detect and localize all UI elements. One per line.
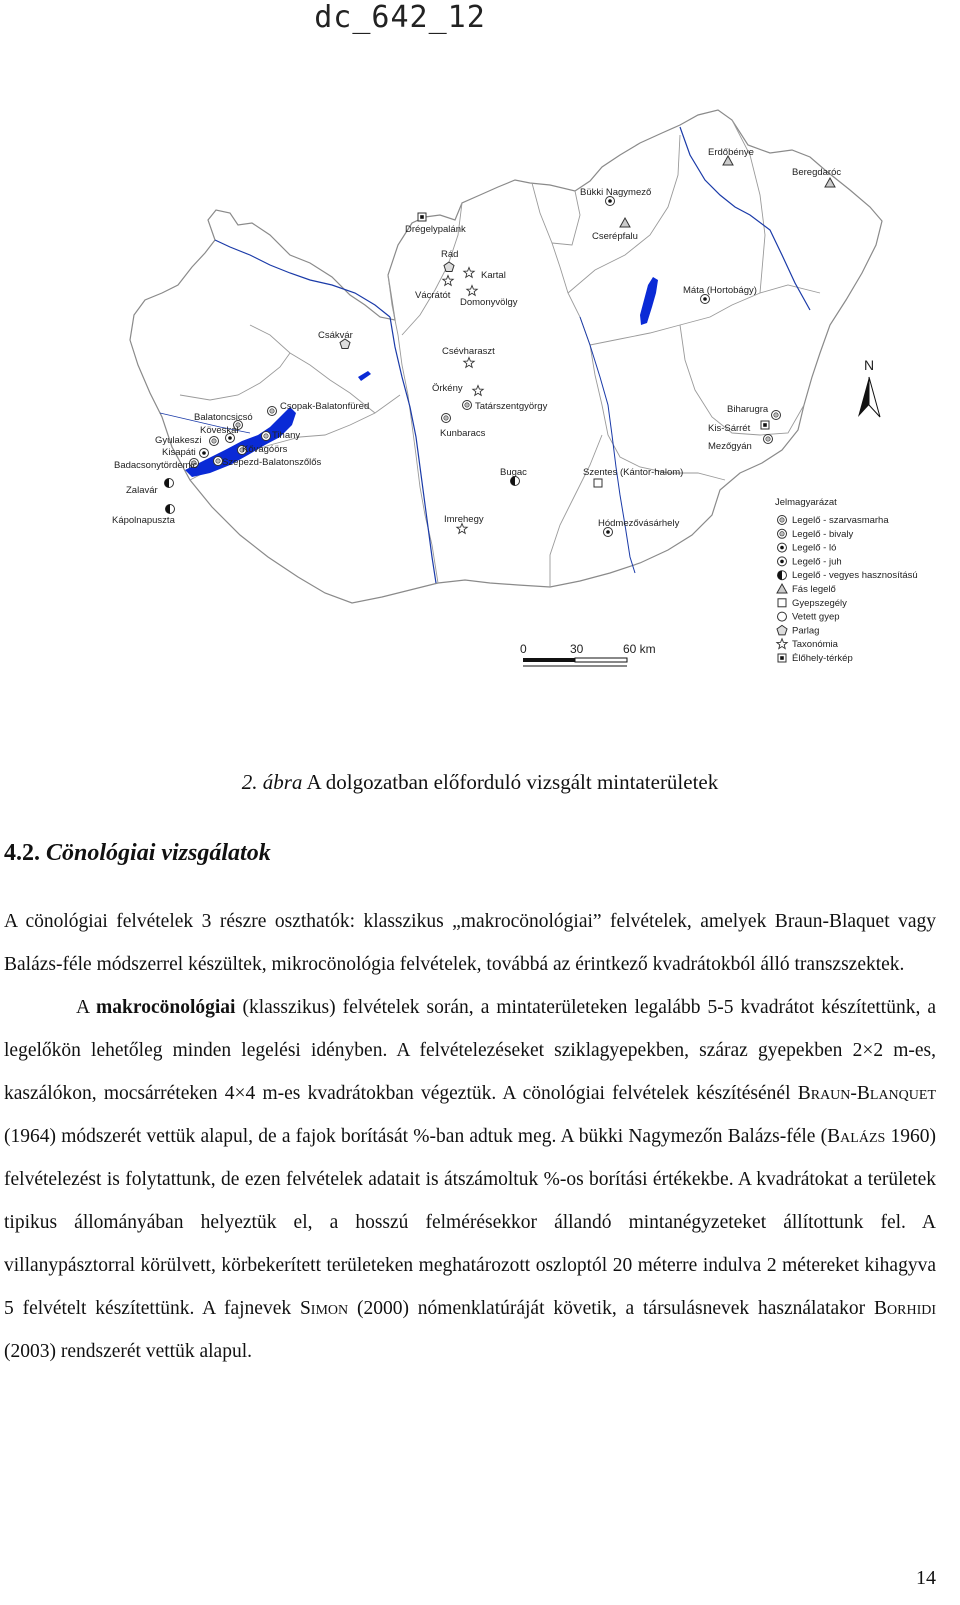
site-label: Domonyvölgy <box>460 297 518 308</box>
author-balazs: Balázs <box>827 1126 886 1147</box>
legend-item <box>778 570 918 581</box>
site-marker <box>500 467 527 486</box>
p2-text-f: (2003) rendszerét vettük alapul. <box>4 1341 252 1362</box>
paragraph-2 <box>4 986 936 1373</box>
site-label: Tatárszentgyörgy <box>475 401 548 412</box>
p2-text-d: 1960) felvételezést is folytattunk, de ezen felvételek adatait is átszámoltuk %-os borítási értékekbe. A kvadrátokat a területek tipikus állományában helyeztük el, a hosszú felmérésekkor állandó mintanégyzeteket állítottunk fel. A villanypásztorral körülvett, körbekerített területeken meghatározott oszloptól 20 méterre indulva 2 métereket kihagyva 5 felvételt készítettünk. A fajnevek <box>4 1126 936 1319</box>
dotcircle-symbol-icon <box>200 449 209 458</box>
north-label: N <box>864 357 875 373</box>
site-marker <box>268 401 370 416</box>
star-symbol-icon <box>777 639 787 649</box>
site-marker <box>727 404 781 420</box>
figure-number: 2. ábra <box>241 770 303 794</box>
site-marker <box>598 518 680 537</box>
site-label: Cserépfalu <box>592 231 638 242</box>
site-marker <box>262 430 301 441</box>
site-label: Drégelypalánk <box>405 224 466 235</box>
site-marker <box>432 383 483 395</box>
legend-item <box>778 612 840 623</box>
site-marker <box>200 425 239 443</box>
boxdot-symbol-icon <box>761 421 769 429</box>
site-marker <box>155 435 219 446</box>
legend-item-label: Legelő - juh <box>792 556 842 568</box>
legend-item <box>778 515 890 526</box>
square-symbol-icon <box>778 599 786 607</box>
site-label: Zalavár <box>126 485 158 496</box>
legend-item <box>777 584 836 595</box>
site-label: Imrehegy <box>444 514 484 525</box>
figure-caption-text: A dolgozatban előforduló vizsgált mintaterületek <box>302 770 719 794</box>
star-symbol-icon <box>464 268 474 278</box>
legend-item <box>778 653 853 664</box>
legend-item <box>778 529 854 540</box>
site-label: Beregdaróc <box>792 167 842 178</box>
site-label: Hódmezővásárhely <box>598 518 680 529</box>
site-label: Vácrátót <box>415 290 451 301</box>
site-label: Csákvár <box>318 330 353 341</box>
scale-bar <box>520 642 656 666</box>
legend-item-label: Legelő - vegyes hasznosítású <box>792 570 918 582</box>
author-braun-blanquet: Braun-Blanquet <box>797 1083 936 1104</box>
target-symbol-icon <box>778 529 787 538</box>
page-number: 14 <box>916 1567 936 1589</box>
map-svg <box>112 95 960 695</box>
legend-item-label: Fás legelő <box>792 584 836 595</box>
dotcircle-symbol-icon <box>778 557 787 566</box>
site-label: Rád <box>441 249 459 260</box>
legend-item-label: Legelő - szarvasmarha <box>792 515 889 526</box>
star-symbol-icon <box>473 386 483 396</box>
site-label: Bugac <box>500 467 527 478</box>
figure-caption <box>0 770 960 795</box>
legend-item-label: Legelő - ló <box>792 542 837 554</box>
site-markers <box>112 147 841 537</box>
site-label: Kápolnapuszta <box>112 515 175 526</box>
site-marker <box>114 459 199 472</box>
triangle-symbol-icon <box>620 218 630 227</box>
boxdot-symbol-icon <box>778 654 786 662</box>
legend-item-label: Parlag <box>792 625 820 637</box>
legend-item <box>777 639 839 651</box>
target-symbol-icon <box>772 411 781 420</box>
site-label: Bükki Nagymező <box>580 187 652 198</box>
p2-bold-term: makrocönológiai <box>96 997 236 1018</box>
legend-item-label: Élőhely-térkép <box>792 653 853 664</box>
star-symbol-icon <box>467 286 477 296</box>
map-legend <box>775 497 918 664</box>
triangle-symbol-icon <box>777 584 787 593</box>
site-label: Badacsonytördemic <box>114 460 198 471</box>
boxdot-symbol-icon <box>418 213 426 221</box>
site-marker <box>463 401 548 413</box>
scale-tick-0: 0 <box>520 642 527 656</box>
dotcircle-symbol-icon <box>778 543 787 552</box>
site-label: Szentes (Kántor-halom) <box>583 467 684 478</box>
site-marker <box>464 268 506 282</box>
target-symbol-icon <box>268 407 277 416</box>
site-label: Örkény <box>432 383 463 394</box>
p2-text-b: (klasszikus) felvételek során, a mintaterületeken legalább 5-5 kvadrátot készítettünk, a legelőkön lehetőleg minden legelési idényben. A felvételezéseket sziklagyepekben, száraz gyepekben 2×2 m-es, kaszálókon, mocsárréteken 4×4 m-es kvadrátokban végeztük. A cönológiai felvételek készítésénél <box>4 997 936 1104</box>
site-label: Erdőbénye <box>708 147 754 158</box>
site-label: Mezőgyán <box>708 441 752 452</box>
site-marker <box>112 505 176 527</box>
legend-item <box>778 598 847 609</box>
target-symbol-icon <box>778 516 787 525</box>
paragraph-1: A cönológiai felvételek 3 részre oszthatók: klasszikus „makrocönológiai” felvételek, amelyek Braun-Blaquet vagy Balázs-féle módszerrel készültek, mikrocönológia felvételek, továbbá az érintkező kvadrátokból álló transzszektek. <box>4 911 936 975</box>
triangle-symbol-icon <box>825 178 835 187</box>
author-borhidi: Borhidi <box>874 1298 936 1319</box>
region-boundaries <box>180 120 820 587</box>
half-symbol-icon <box>166 505 175 514</box>
site-marker <box>162 447 209 458</box>
country-outline <box>130 110 882 603</box>
site-label: Kővágóörs <box>242 444 288 455</box>
site-label: Biharugra <box>727 404 769 415</box>
scale-tick-30: 30 <box>570 642 584 656</box>
site-marker <box>238 444 288 455</box>
site-marker <box>440 414 486 440</box>
site-marker <box>708 421 769 434</box>
legend-item-label: Vetett gyep <box>792 611 840 623</box>
legend-item <box>777 625 819 636</box>
circle-symbol-icon <box>778 612 787 621</box>
p2-text-a: A <box>76 997 97 1018</box>
site-label: Kis-Sárrét <box>708 423 751 434</box>
half-symbol-icon <box>778 571 787 580</box>
scale-tick-60: 60 km <box>623 642 656 656</box>
site-label: Kunbaracs <box>440 428 486 439</box>
site-label: Tihany <box>272 430 301 441</box>
square-symbol-icon <box>594 479 602 487</box>
target-symbol-icon <box>442 414 451 423</box>
half-symbol-icon <box>165 479 174 488</box>
p2-text-c: (1964) módszerét vettük alapul, de a fajok borítását %-ban adtuk meg. A bükki Nagymezőn Balázs-féle ( <box>4 1126 828 1147</box>
site-label: Csopak-Balatonfüred <box>280 401 370 412</box>
site-marker <box>592 218 638 242</box>
pentagon-symbol-icon <box>777 625 787 635</box>
site-marker <box>683 285 757 304</box>
site-label: Csévharaszt <box>442 346 495 357</box>
site-label: Balatoncsicsó <box>194 412 253 423</box>
section-title: Cönológiai vizsgálatok <box>46 840 271 866</box>
site-label: Szepezd-Balatonszőlős <box>222 457 322 468</box>
lake-tisza <box>640 277 658 325</box>
target-symbol-icon <box>262 432 271 441</box>
site-marker <box>792 167 841 187</box>
author-simon: Simon <box>299 1298 349 1319</box>
legend-item <box>778 556 842 567</box>
site-marker <box>214 457 322 469</box>
site-marker <box>580 187 651 206</box>
legend-title: Jelmagyarázat <box>775 497 837 508</box>
site-label: Kartal <box>481 270 506 281</box>
lake-velence <box>358 371 371 381</box>
star-symbol-icon <box>464 358 474 368</box>
target-symbol-icon <box>463 401 472 410</box>
site-marker <box>444 514 484 533</box>
site-marker <box>708 147 754 165</box>
legend-item-label: Gyepszegély <box>792 597 847 609</box>
section-heading <box>4 840 271 867</box>
target-symbol-icon <box>210 437 219 446</box>
site-label: Máta (Hortobágy) <box>683 285 757 296</box>
site-marker <box>460 286 518 309</box>
north-arrow <box>858 357 880 417</box>
document-id-header: dc_642_12 <box>314 0 486 35</box>
site-label: Kisapáti <box>162 447 196 458</box>
site-label: Köveskál <box>200 425 239 436</box>
pentagon-symbol-icon <box>444 262 454 272</box>
site-marker <box>583 467 683 487</box>
site-marker <box>415 276 453 302</box>
site-marker <box>126 479 174 497</box>
legend-item-label: Taxonómia <box>792 639 838 651</box>
site-marker <box>442 346 495 367</box>
site-marker <box>708 435 773 453</box>
section-number: 4.2. <box>4 840 46 866</box>
site-marker <box>318 330 353 349</box>
body-text <box>4 900 936 1373</box>
target-symbol-icon <box>764 435 773 444</box>
legend-item <box>778 543 837 554</box>
star-symbol-icon <box>443 276 453 286</box>
hungary-map-figure <box>112 95 960 695</box>
site-label: Gyulakeszi <box>155 435 202 446</box>
legend-item-label: Legelő - bivaly <box>792 528 854 540</box>
p2-text-e: (2000) nómenklatúráját követik, a társulásnevek használatakor <box>348 1298 874 1319</box>
